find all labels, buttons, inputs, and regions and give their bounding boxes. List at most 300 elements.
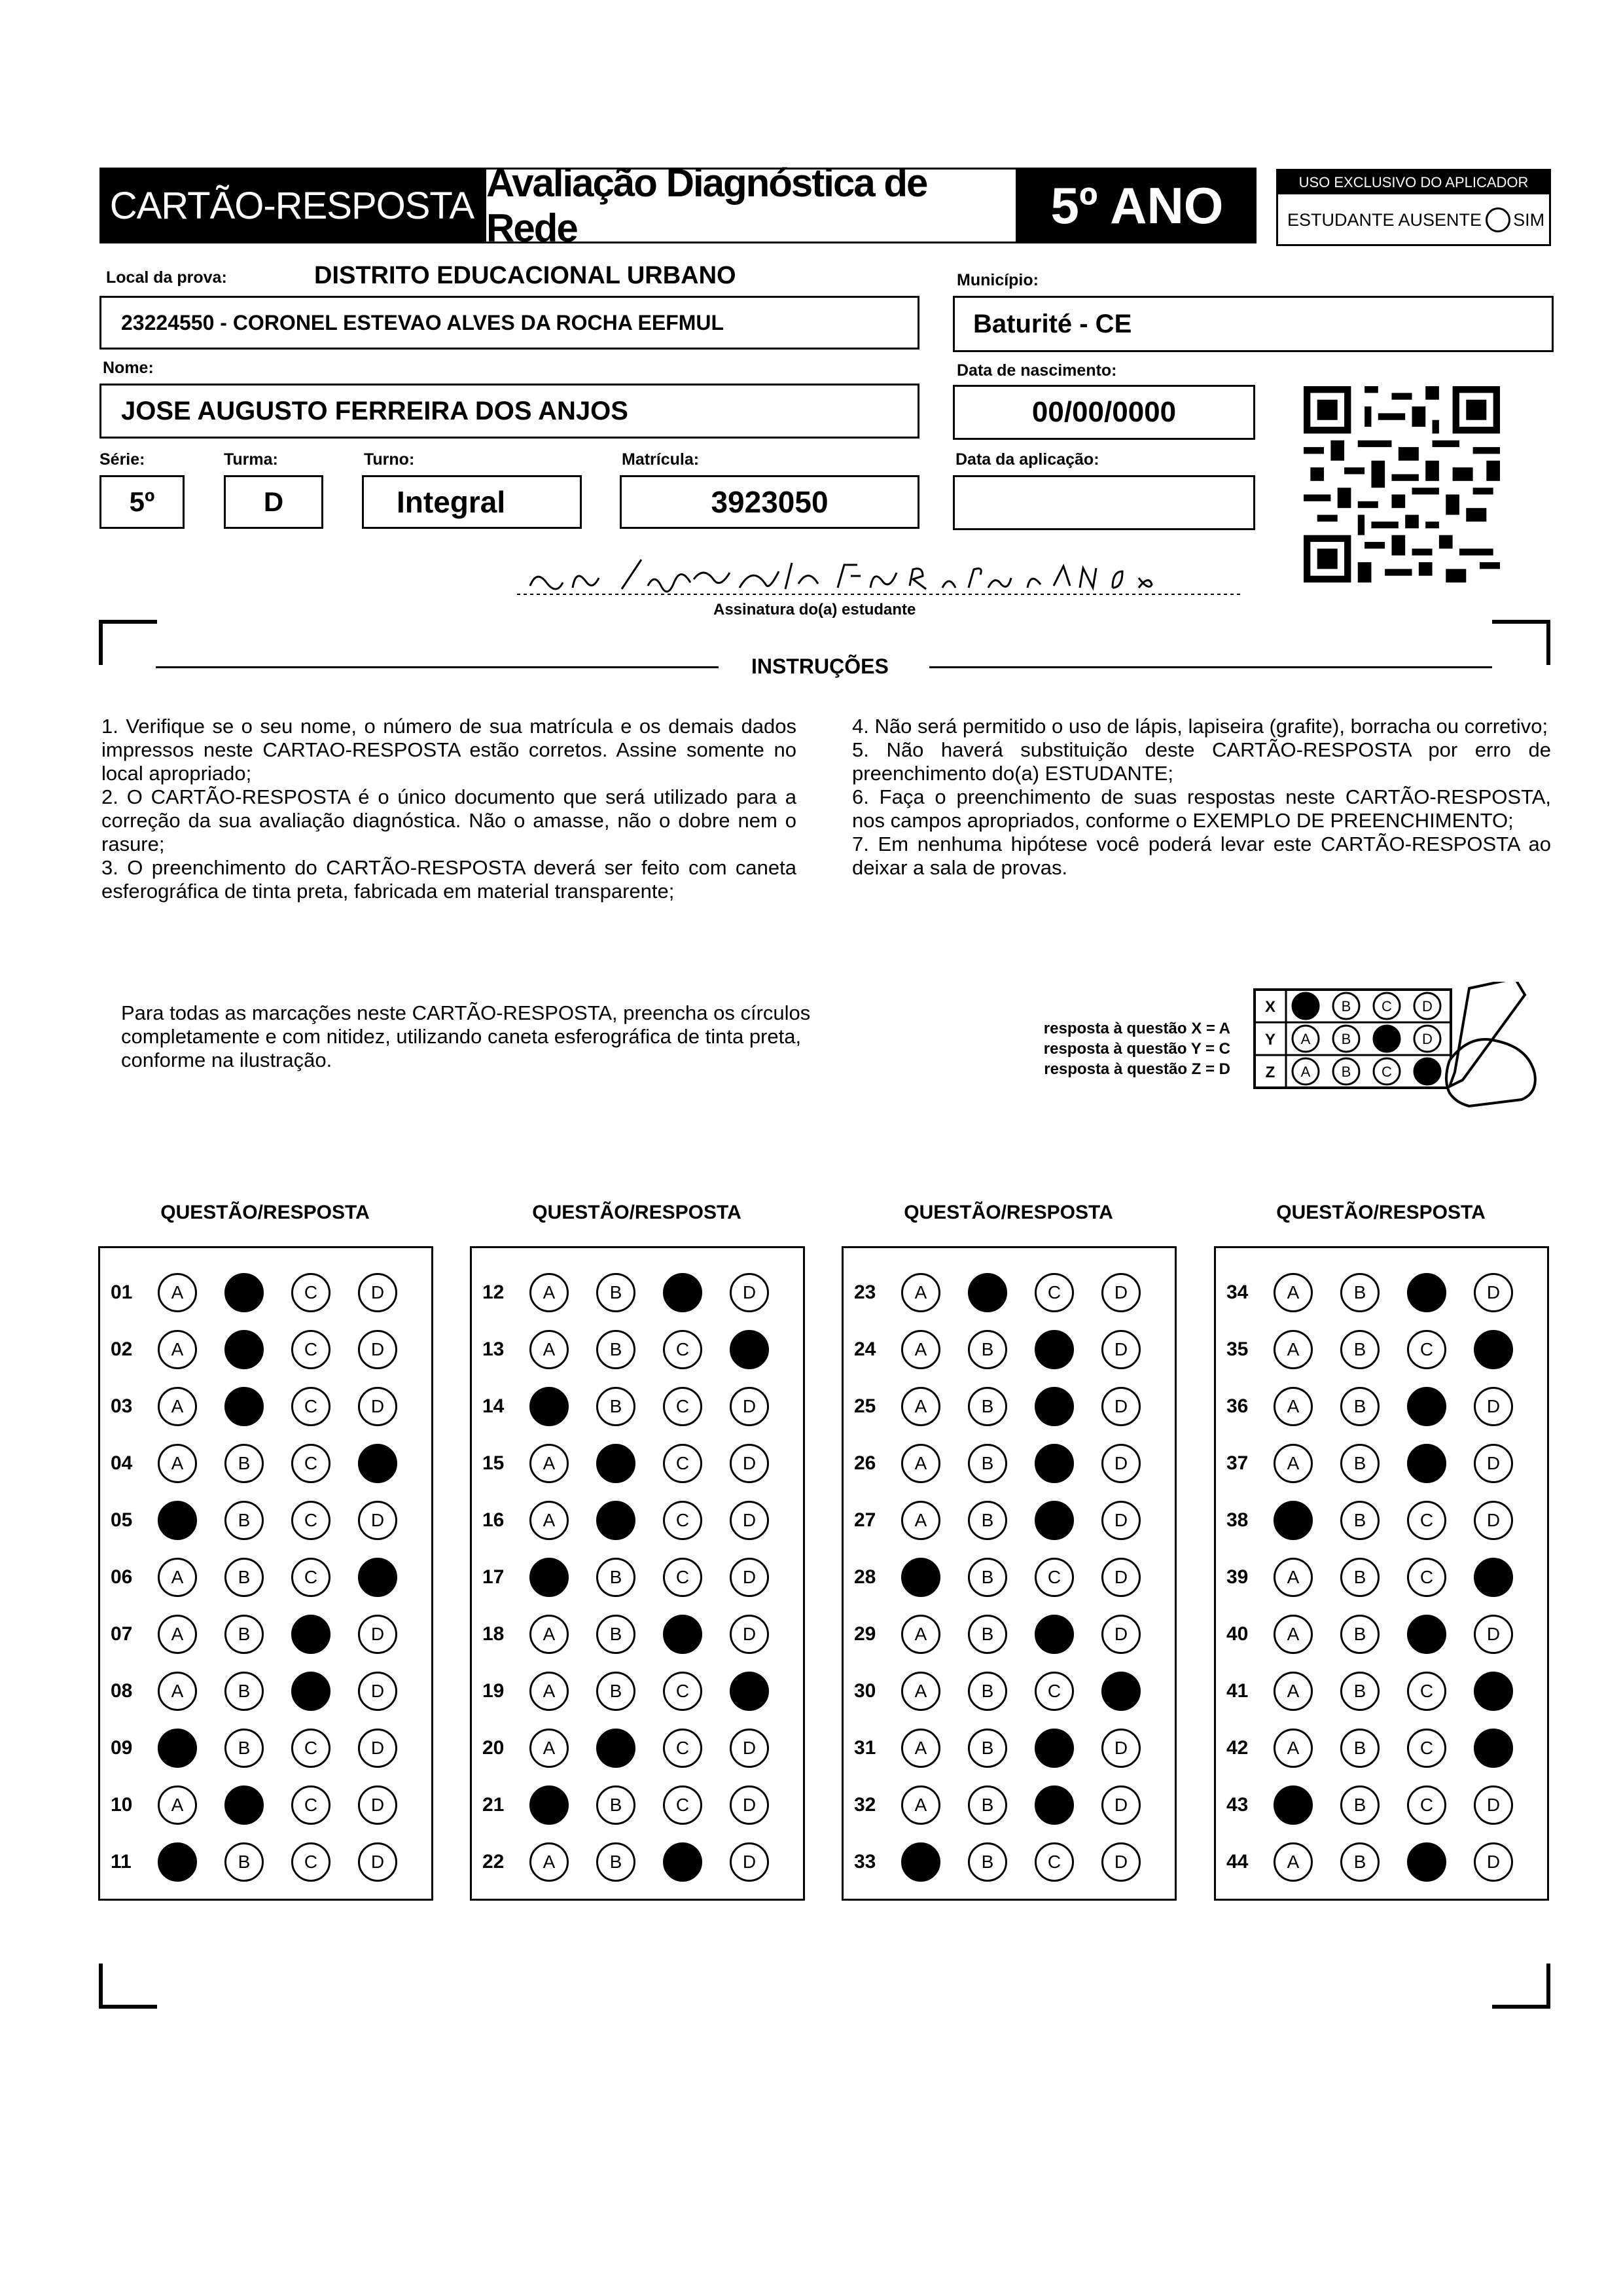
question-number: 33 (854, 1851, 876, 1873)
answer-bubble-b[interactable]: B (968, 1615, 1007, 1654)
answer-bubble-c[interactable]: C (1035, 1273, 1074, 1312)
applicator-title: USO EXCLUSIVO DO APLICADOR (1278, 171, 1549, 194)
answer-row (1216, 1387, 1547, 1426)
instructions-title: INSTRUÇÕES (751, 655, 889, 678)
hand-pen-icon (1446, 982, 1535, 1106)
answer-bubble-d[interactable]: D (1101, 1615, 1141, 1654)
example-bubble-label: C (1382, 1064, 1392, 1080)
turno-value: Integral (397, 485, 506, 519)
answer-bubble-c[interactable]: C (663, 1615, 702, 1654)
instructions-left (101, 715, 796, 903)
answer-bubble-a[interactable]: A (901, 1672, 940, 1711)
answer-bubble-d[interactable]: D (730, 1501, 769, 1540)
question-number: 03 (111, 1395, 133, 1417)
nome-field (99, 384, 919, 439)
answer-row (844, 1501, 1175, 1540)
corner-mark-bottom-left (98, 1964, 157, 2009)
answer-bubble-a[interactable]: A (158, 1330, 197, 1369)
answer-bubble-c[interactable]: C (663, 1672, 702, 1711)
answer-row (1216, 1501, 1547, 1540)
marking-instruction: Para todas as marcações neste CARTÃO-RESPOSTA, preencha os círculos completamente e com nitidez, utilizando caneta esferográfica de tinta preta, conforme na ilustração. (121, 1001, 811, 1071)
answer-bubble-a[interactable]: A (158, 1729, 197, 1768)
answer-bubble-b[interactable]: B (224, 1387, 264, 1426)
answer-bubble-b[interactable]: B (596, 1842, 635, 1882)
answer-bubble-d[interactable]: D (730, 1729, 769, 1768)
municipio-label: Município: (957, 271, 1039, 289)
answer-row (472, 1273, 803, 1312)
answer-bubble-a[interactable]: A (158, 1501, 197, 1540)
answer-bubble-d[interactable]: D (1474, 1672, 1513, 1711)
answer-bubble-a[interactable]: A (158, 1444, 197, 1483)
answer-row (100, 1558, 431, 1597)
answer-bubble-d[interactable]: D (358, 1501, 397, 1540)
answer-bubble-b[interactable]: B (1340, 1273, 1380, 1312)
answer-bubble-a[interactable]: A (901, 1785, 940, 1825)
answer-bubble-c[interactable]: C (663, 1273, 702, 1312)
question-number: 21 (482, 1794, 505, 1816)
answer-bubble-d[interactable]: D (1101, 1672, 1141, 1711)
answer-bubble-c[interactable]: C (1407, 1672, 1446, 1711)
question-number: 10 (111, 1794, 133, 1816)
answer-bubble-d[interactable]: D (1474, 1501, 1513, 1540)
answer-bubble-c[interactable]: C (1407, 1501, 1446, 1540)
answer-bubble-c[interactable]: C (1035, 1558, 1074, 1597)
answer-bubble-a[interactable]: A (1274, 1330, 1313, 1369)
answer-bubble-b[interactable]: B (968, 1330, 1007, 1369)
answer-row (472, 1672, 803, 1711)
answer-bubble-b[interactable]: B (224, 1558, 264, 1597)
answer-bubble-a[interactable]: A (158, 1558, 197, 1597)
answer-row (472, 1729, 803, 1768)
example-bubble-label: A (1300, 1031, 1311, 1047)
answer-bubble-b[interactable]: B (1340, 1501, 1380, 1540)
answer-bubble-b[interactable]: B (224, 1444, 264, 1483)
answer-bubble-d[interactable]: D (730, 1330, 769, 1369)
answer-row (1216, 1729, 1547, 1768)
example-bubble-label: D (1422, 998, 1433, 1014)
example-question-label: Y (1264, 1031, 1276, 1049)
answer-bubble-c[interactable]: C (1407, 1558, 1446, 1597)
answer-bubble-a[interactable]: A (1274, 1444, 1313, 1483)
answer-row (1216, 1785, 1547, 1825)
local-label: Local da prova: (106, 268, 227, 287)
answer-row (844, 1330, 1175, 1369)
answer-bubble-a[interactable]: A (1274, 1387, 1313, 1426)
corner-mark-top-left (98, 619, 157, 665)
answer-row (844, 1842, 1175, 1882)
answer-bubble-c[interactable]: C (1035, 1387, 1074, 1426)
question-number: 02 (111, 1338, 133, 1360)
signature-label: Assinatura do(a) estudante (713, 601, 916, 619)
answer-bubble-d[interactable]: D (1474, 1273, 1513, 1312)
answer-row (100, 1672, 431, 1711)
question-number: 35 (1226, 1338, 1249, 1360)
answer-bubble-c[interactable]: C (1035, 1501, 1074, 1540)
answer-bubble-b[interactable]: B (596, 1444, 635, 1483)
answer-bubble-b[interactable]: B (224, 1615, 264, 1654)
question-number: 16 (482, 1509, 505, 1531)
nome-value: JOSE AUGUSTO FERREIRA DOS ANJOS (121, 396, 628, 425)
answer-bubble-d[interactable]: D (1474, 1842, 1513, 1882)
serie-value: 5º (129, 486, 155, 517)
answer-bubble-d[interactable]: D (358, 1330, 397, 1369)
answer-bubble-d[interactable]: D (358, 1729, 397, 1768)
answer-row (844, 1672, 1175, 1711)
answer-row (472, 1842, 803, 1882)
answer-bubble-b[interactable]: B (968, 1842, 1007, 1882)
answer-bubble-c[interactable]: C (1407, 1842, 1446, 1882)
answer-bubble-c[interactable]: C (663, 1330, 702, 1369)
answer-bubble-b[interactable]: B (968, 1501, 1007, 1540)
answer-bubble-d[interactable]: D (1474, 1785, 1513, 1825)
question-number: 09 (111, 1737, 133, 1759)
answer-bubble-b[interactable]: B (1340, 1387, 1380, 1426)
answer-bubble-a[interactable]: A (529, 1444, 569, 1483)
answer-bubble-a[interactable]: A (1274, 1785, 1313, 1825)
answer-bubble-d[interactable]: D (1101, 1444, 1141, 1483)
answer-bubble-a[interactable]: A (529, 1729, 569, 1768)
answer-bubble-d[interactable]: D (1474, 1615, 1513, 1654)
question-number: 05 (111, 1509, 133, 1531)
answer-bubble-c[interactable]: C (1035, 1785, 1074, 1825)
answer-bubble-c[interactable]: C (1407, 1729, 1446, 1768)
answer-bubble-b[interactable]: B (596, 1785, 635, 1825)
question-number: 28 (854, 1566, 876, 1588)
answer-row (1216, 1273, 1547, 1312)
answer-bubble-a[interactable]: A (158, 1615, 197, 1654)
answer-row (1216, 1842, 1547, 1882)
question-number: 08 (111, 1680, 133, 1702)
answer-bubble-b[interactable]: B (596, 1615, 635, 1654)
matricula-label: Matrícula: (622, 450, 700, 469)
answer-bubble-a[interactable]: A (1274, 1729, 1313, 1768)
answer-row (1216, 1558, 1547, 1597)
answer-row (844, 1615, 1175, 1654)
answer-bubble-a[interactable]: A (158, 1672, 197, 1711)
example-bubble-label: B (1341, 1031, 1351, 1047)
question-number: 34 (1226, 1282, 1249, 1303)
answer-bubble-a[interactable]: A (901, 1273, 940, 1312)
answer-bubble-a[interactable]: A (1274, 1615, 1313, 1654)
question-number: 15 (482, 1452, 505, 1474)
answer-bubble-c[interactable]: C (1407, 1444, 1446, 1483)
answer-bubble-d[interactable]: D (358, 1558, 397, 1597)
answer-bubble-a[interactable]: A (1274, 1501, 1313, 1540)
answer-bubble-c[interactable]: C (663, 1387, 702, 1426)
aplicacao-label: Data da aplicação: (955, 450, 1099, 469)
answer-bubble-a[interactable]: A (1274, 1273, 1313, 1312)
answer-bubble-b[interactable]: B (1340, 1842, 1380, 1882)
answer-row (100, 1785, 431, 1825)
answer-bubble-c[interactable]: C (291, 1330, 330, 1369)
answer-bubble-c[interactable]: C (663, 1785, 702, 1825)
absent-row (1287, 207, 1544, 232)
answer-bubble-b[interactable]: B (968, 1273, 1007, 1312)
answer-bubble-c[interactable]: C (291, 1615, 330, 1654)
answer-column-3 (842, 1246, 1177, 1901)
question-number: 04 (111, 1452, 133, 1474)
answer-bubble-c[interactable]: C (1035, 1729, 1074, 1768)
answer-bubble-d[interactable]: D (1474, 1387, 1513, 1426)
answer-bubble-c[interactable]: C (1407, 1273, 1446, 1312)
answer-bubble-d[interactable]: D (1474, 1330, 1513, 1369)
answer-column-1 (98, 1246, 433, 1901)
question-number: 17 (482, 1566, 505, 1588)
divider-left (156, 666, 719, 668)
answer-bubble-b[interactable]: B (968, 1387, 1007, 1426)
answer-row (1216, 1672, 1547, 1711)
aplicacao-field[interactable] (953, 475, 1255, 530)
answer-bubble-d[interactable]: D (1474, 1729, 1513, 1768)
student-signature (510, 550, 1250, 602)
answer-bubble-b[interactable]: B (968, 1785, 1007, 1825)
answer-bubble-b[interactable]: B (596, 1330, 635, 1369)
example-grid (1253, 982, 1541, 1113)
answer-row (100, 1444, 431, 1483)
answer-row (472, 1501, 803, 1540)
question-number: 01 (111, 1282, 133, 1303)
answer-bubble-a[interactable]: A (901, 1501, 940, 1540)
answer-row (100, 1729, 431, 1768)
answer-bubble-c[interactable]: C (663, 1842, 702, 1882)
answer-row (472, 1615, 803, 1654)
answer-bubble-d[interactable]: D (358, 1615, 397, 1654)
card-title: CARTÃO-RESPOSTA (99, 168, 484, 243)
nascimento-field (953, 385, 1255, 440)
answer-bubble-a[interactable]: A (901, 1444, 940, 1483)
example-question-label: X (1264, 998, 1276, 1016)
serie-label: Série: (99, 450, 145, 469)
answer-bubble-b[interactable]: B (596, 1672, 635, 1711)
example-question-label: Z (1265, 1064, 1275, 1081)
answer-row (844, 1729, 1175, 1768)
answer-bubble-b[interactable]: B (224, 1330, 264, 1369)
answer-bubble-a[interactable]: A (901, 1330, 940, 1369)
answer-bubble-a[interactable]: A (529, 1501, 569, 1540)
question-number: 41 (1226, 1680, 1249, 1702)
answer-bubble-b[interactable]: B (596, 1387, 635, 1426)
answer-bubble-b[interactable]: B (596, 1501, 635, 1540)
answer-row (472, 1387, 803, 1426)
answer-bubble-b[interactable]: B (596, 1558, 635, 1597)
answer-bubble-c[interactable]: C (291, 1785, 330, 1825)
answer-bubble-d[interactable]: D (358, 1273, 397, 1312)
corner-mark-bottom-right (1492, 1964, 1551, 2009)
question-number: 32 (854, 1794, 876, 1816)
answer-bubble-a[interactable]: A (529, 1330, 569, 1369)
answer-bubble-c[interactable]: C (663, 1558, 702, 1597)
answer-bubble-b[interactable]: B (968, 1729, 1007, 1768)
answer-bubble-a[interactable]: A (158, 1387, 197, 1426)
question-number: 37 (1226, 1452, 1249, 1474)
answer-bubble-b[interactable]: B (1340, 1672, 1380, 1711)
answer-bubble-a[interactable]: A (529, 1273, 569, 1312)
answer-bubble-c[interactable]: C (291, 1273, 330, 1312)
answer-bubble-d[interactable]: D (1101, 1558, 1141, 1597)
answer-bubble-a[interactable]: A (901, 1387, 940, 1426)
serie-field (99, 475, 185, 529)
example-line-z: resposta à questão Z = D (1044, 1060, 1230, 1078)
answer-bubble-a[interactable]: A (158, 1273, 197, 1312)
example-bubble (1293, 993, 1319, 1019)
corner-mark-top-right (1492, 619, 1551, 665)
answer-bubble-d[interactable]: D (730, 1785, 769, 1825)
answer-bubble-d[interactable]: D (1101, 1387, 1141, 1426)
question-number: 27 (854, 1509, 876, 1531)
answer-row (1216, 1330, 1547, 1369)
answer-bubble-a[interactable]: A (529, 1558, 569, 1597)
answer-bubble-d[interactable]: D (1101, 1330, 1141, 1369)
answer-bubble-d[interactable]: D (730, 1672, 769, 1711)
answer-bubble-b[interactable]: B (1340, 1785, 1380, 1825)
answer-bubble-a[interactable]: A (529, 1615, 569, 1654)
answer-bubble-d[interactable]: D (1101, 1729, 1141, 1768)
answer-bubble-a[interactable]: A (529, 1672, 569, 1711)
question-number: 44 (1226, 1851, 1249, 1873)
instruction-4: 4. Não será permitido o uso de lápis, lapiseira (grafite), borracha ou corretivo; (852, 715, 1548, 738)
answer-bubble-b[interactable]: B (224, 1501, 264, 1540)
answer-bubble-b[interactable]: B (968, 1444, 1007, 1483)
answer-bubble-d[interactable]: D (730, 1444, 769, 1483)
answer-bubble-c[interactable]: C (1035, 1672, 1074, 1711)
answer-bubble-c[interactable]: C (291, 1672, 330, 1711)
answer-bubble-a[interactable]: A (529, 1387, 569, 1426)
question-number: 25 (854, 1395, 876, 1417)
answer-bubble-d[interactable]: D (730, 1842, 769, 1882)
question-number: 39 (1226, 1566, 1249, 1588)
answer-bubble-c[interactable]: C (1035, 1842, 1074, 1882)
answer-row (472, 1330, 803, 1369)
school-field (99, 296, 919, 350)
question-number: 18 (482, 1623, 505, 1645)
answer-bubble-b[interactable]: B (224, 1729, 264, 1768)
answer-bubble-a[interactable]: A (1274, 1672, 1313, 1711)
answer-bubble-d[interactable]: D (730, 1615, 769, 1654)
answer-bubble-c[interactable]: C (663, 1444, 702, 1483)
answer-bubble-a[interactable]: A (901, 1558, 940, 1597)
grade-title: 5º ANO (1018, 168, 1257, 243)
answer-bubble-d[interactable]: D (358, 1387, 397, 1426)
answer-bubble-b[interactable]: B (1340, 1558, 1380, 1597)
applicator-box (1276, 169, 1551, 246)
answer-bubble-a[interactable]: A (529, 1842, 569, 1882)
question-number: 23 (854, 1282, 876, 1303)
answer-bubble-d[interactable]: D (730, 1558, 769, 1597)
answer-bubble-c[interactable]: C (663, 1501, 702, 1540)
answer-bubble-c[interactable]: C (1035, 1615, 1074, 1654)
answer-bubble-a[interactable]: A (901, 1615, 940, 1654)
turno-field (362, 475, 582, 529)
answer-bubble-a[interactable]: A (1274, 1558, 1313, 1597)
answer-bubble-d[interactable]: D (1474, 1444, 1513, 1483)
answer-bubble-d[interactable]: D (730, 1273, 769, 1312)
question-number: 07 (111, 1623, 133, 1645)
answer-bubble-b[interactable]: B (1340, 1444, 1380, 1483)
answer-bubble-d[interactable]: D (730, 1387, 769, 1426)
answer-bubble-c[interactable]: C (291, 1729, 330, 1768)
instruction-7: 7. Em nenhuma hipótese você poderá levar este CARTÃO-RESPOSTA ao deixar a sala de provas. (852, 833, 1551, 879)
answer-bubble-a[interactable]: A (158, 1842, 197, 1882)
question-number: 26 (854, 1452, 876, 1474)
answer-bubble-b[interactable]: B (1340, 1330, 1380, 1369)
answer-bubble-d[interactable]: D (358, 1444, 397, 1483)
answer-bubble-b[interactable]: B (596, 1729, 635, 1768)
answer-bubble-b[interactable]: B (596, 1273, 635, 1312)
answer-bubble-a[interactable]: A (529, 1785, 569, 1825)
turma-label: Turma: (224, 450, 278, 469)
instruction-3: 3. O preenchimento do CARTÃO-RESPOSTA deverá ser feito com caneta esferográfica de tinta preta, fabricada em material transparente; (101, 856, 796, 903)
answer-bubble-c[interactable]: C (291, 1501, 330, 1540)
answer-bubble-d[interactable]: D (1101, 1273, 1141, 1312)
answer-bubble-b[interactable]: B (224, 1785, 264, 1825)
answer-bubble-b[interactable]: B (1340, 1615, 1380, 1654)
answer-bubble-a[interactable]: A (901, 1842, 940, 1882)
answer-bubble-c[interactable]: C (1035, 1330, 1074, 1369)
example-bubble-label: B (1341, 998, 1351, 1014)
answer-column-4 (1214, 1246, 1549, 1901)
answer-bubble-c[interactable]: C (291, 1444, 330, 1483)
question-number: 40 (1226, 1623, 1249, 1645)
answer-bubble-c[interactable]: C (1407, 1785, 1446, 1825)
divider-right (929, 666, 1492, 668)
answer-bubble-d[interactable]: D (1101, 1842, 1141, 1882)
nascimento-value: 00/00/0000 (1031, 396, 1177, 428)
answer-bubble-b[interactable]: B (224, 1842, 264, 1882)
answer-bubble-c[interactable]: C (1035, 1444, 1074, 1483)
answer-bubble-c[interactable]: C (291, 1842, 330, 1882)
answer-bubble-d[interactable]: D (1101, 1501, 1141, 1540)
answer-row (472, 1785, 803, 1825)
answer-bubble-d[interactable]: D (358, 1672, 397, 1711)
answer-bubble-a[interactable]: A (1274, 1842, 1313, 1882)
answer-bubble-c[interactable]: C (663, 1729, 702, 1768)
answer-bubble-a[interactable]: A (158, 1785, 197, 1825)
question-number: 12 (482, 1282, 505, 1303)
answer-bubble-d[interactable]: D (358, 1842, 397, 1882)
answer-bubble-b[interactable]: B (224, 1672, 264, 1711)
local-value: DISTRITO EDUCACIONAL URBANO (314, 262, 736, 289)
answer-bubble-b[interactable]: B (224, 1273, 264, 1312)
answers-header-2: QUESTÃO/RESPOSTA (532, 1202, 741, 1223)
turma-value: D (263, 486, 284, 517)
question-number: 14 (482, 1395, 505, 1417)
answer-bubble-c[interactable]: C (1407, 1330, 1446, 1369)
answer-bubble-b[interactable]: B (968, 1672, 1007, 1711)
answer-bubble-c[interactable]: C (1407, 1615, 1446, 1654)
answer-bubble-d[interactable]: D (358, 1785, 397, 1825)
absent-bubble[interactable] (1486, 207, 1510, 232)
question-number: 43 (1226, 1794, 1249, 1816)
question-number: 31 (854, 1737, 876, 1759)
turno-label: Turno: (364, 450, 415, 469)
answer-bubble-b[interactable]: B (968, 1558, 1007, 1597)
answer-bubble-a[interactable]: A (901, 1729, 940, 1768)
question-number: 22 (482, 1851, 505, 1873)
answer-bubble-b[interactable]: B (1340, 1729, 1380, 1768)
question-number: 30 (854, 1680, 876, 1702)
answer-row (1216, 1615, 1547, 1654)
answer-bubble-c[interactable]: C (291, 1558, 330, 1597)
answer-bubble-d[interactable]: D (1474, 1558, 1513, 1597)
answers-header-4: QUESTÃO/RESPOSTA (1276, 1202, 1486, 1223)
answer-bubble-c[interactable]: C (1407, 1387, 1446, 1426)
example-legend (1014, 1018, 1230, 1079)
answer-bubble-d[interactable]: D (1101, 1785, 1141, 1825)
answer-bubble-c[interactable]: C (291, 1387, 330, 1426)
instruction-1: 1. Verifique se o seu nome, o número de sua matrícula e os demais dados impressos neste CARTAO-RESPOSTA estão corretos. Assine somente no local apropriado; (101, 715, 796, 785)
example-bubble (1414, 1058, 1440, 1085)
question-number: 38 (1226, 1509, 1249, 1531)
